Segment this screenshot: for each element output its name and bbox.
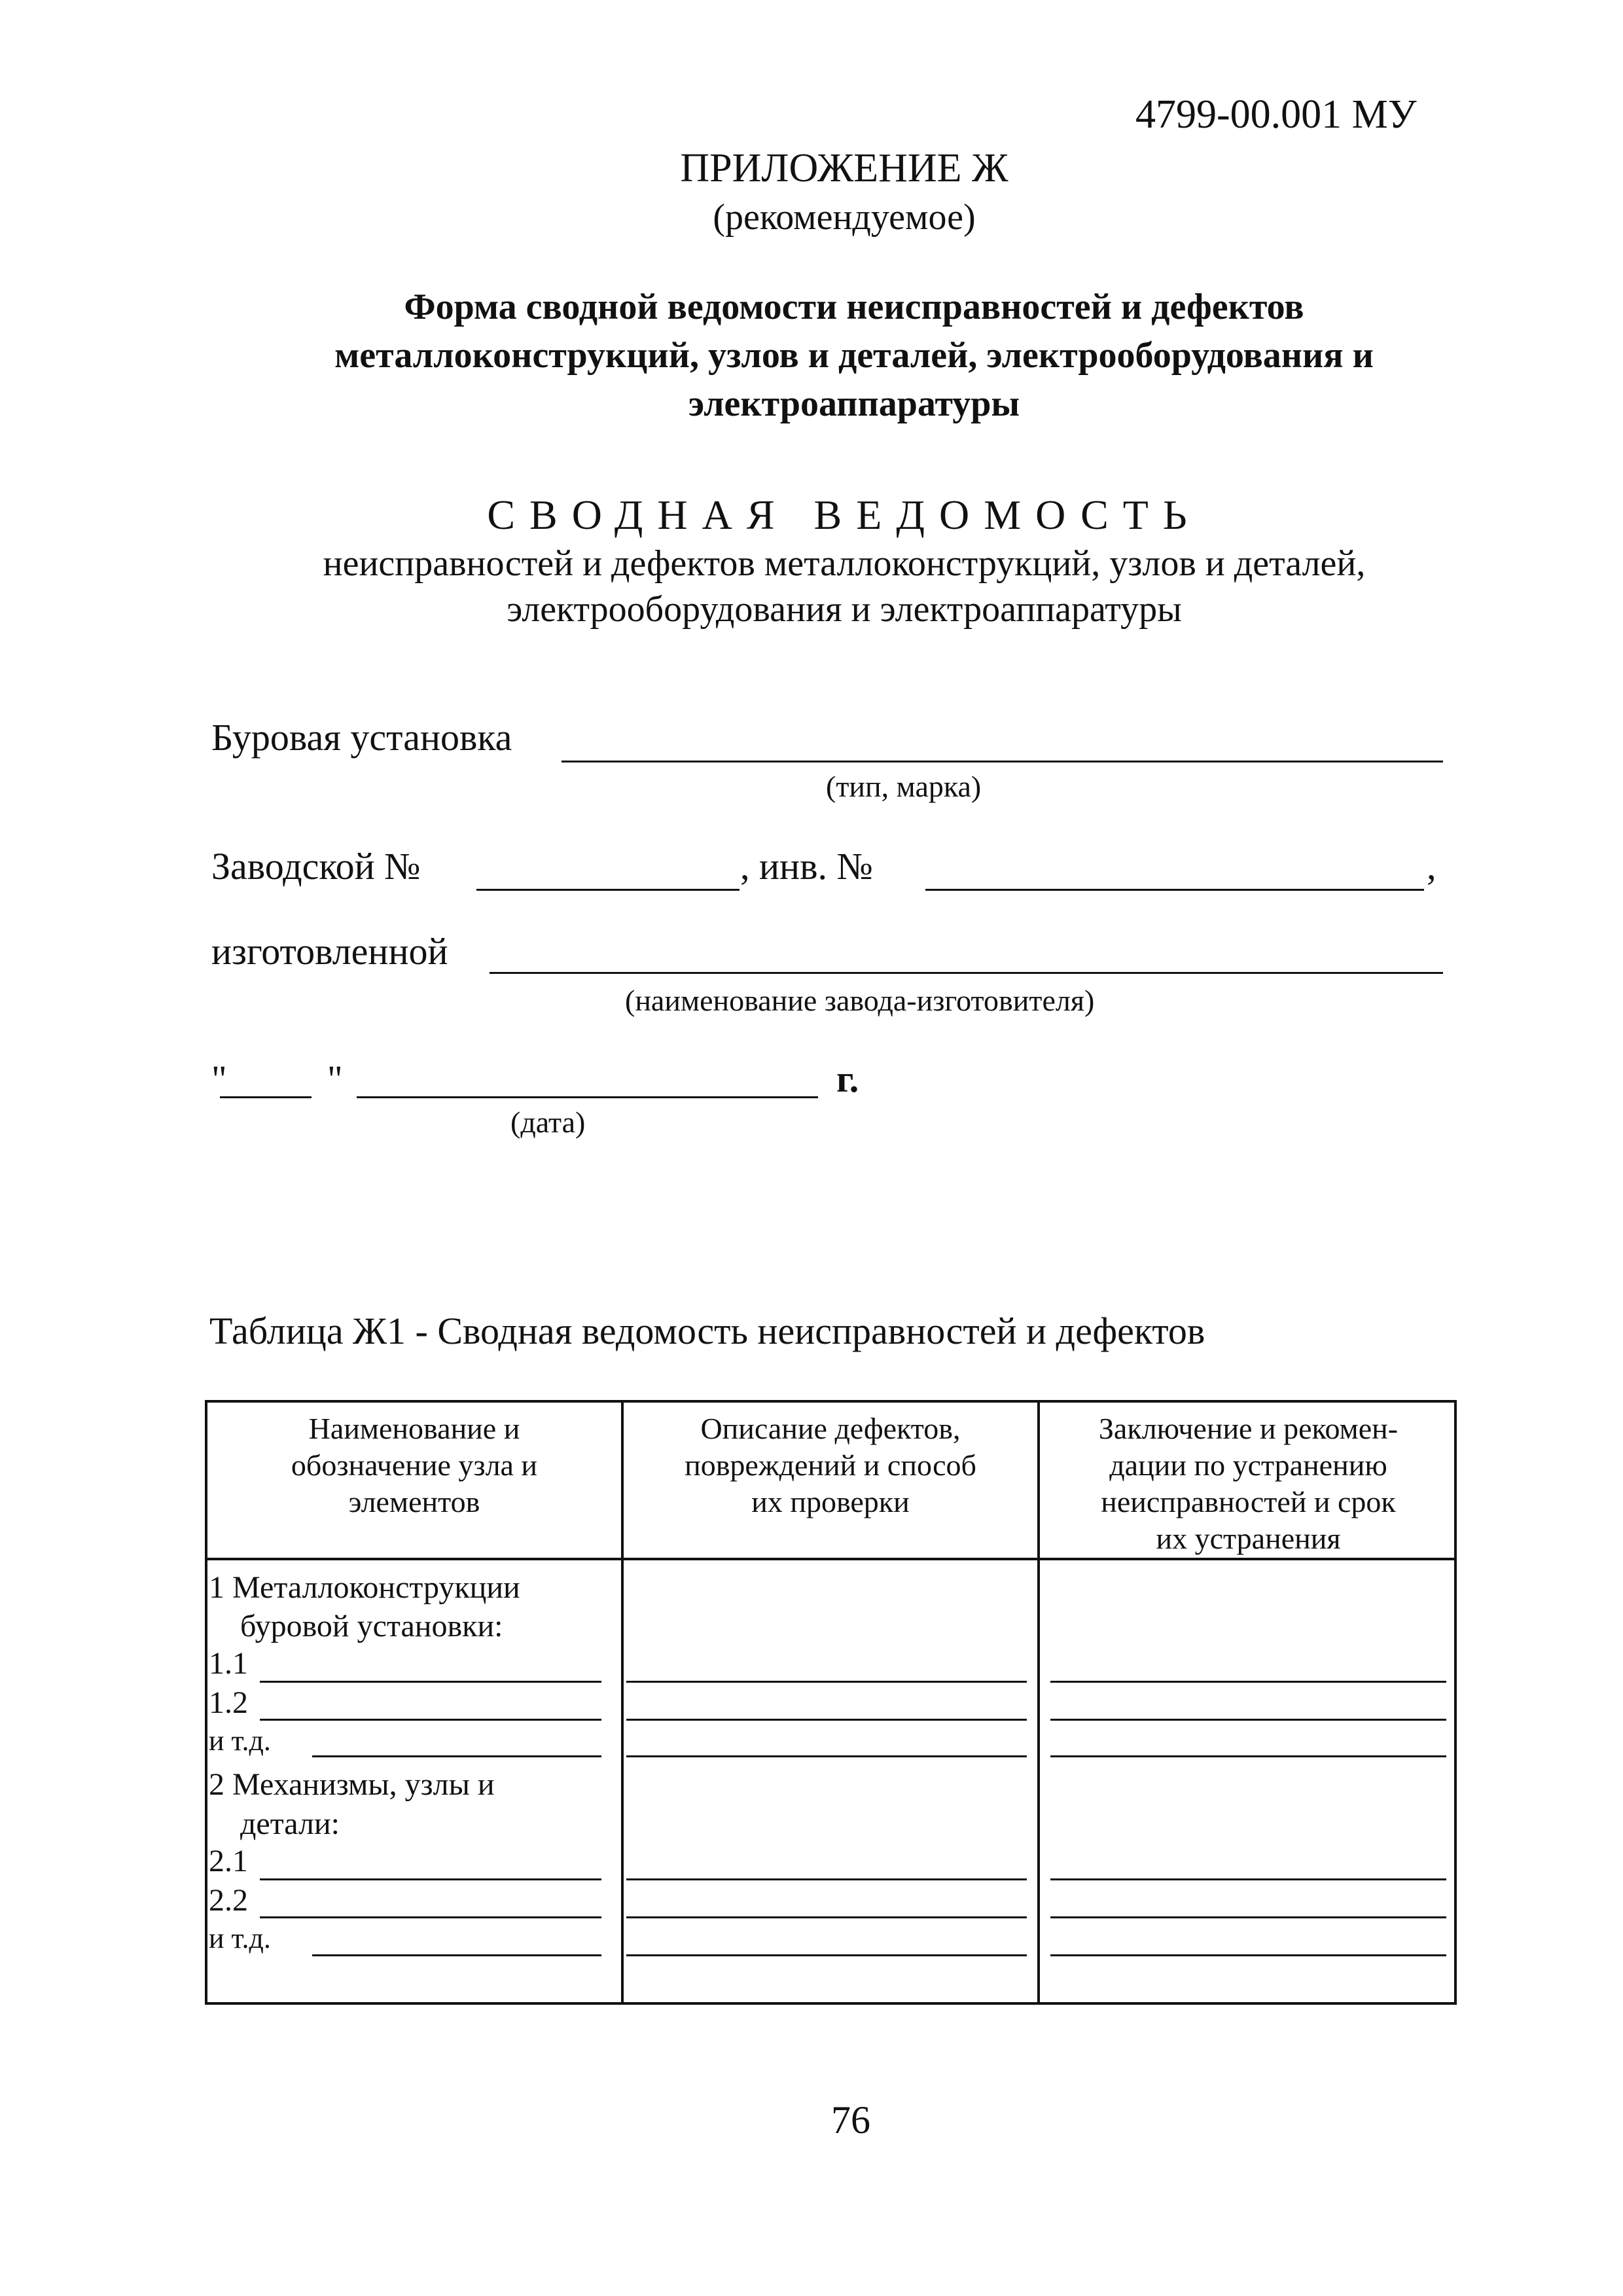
row-name-field[interactable] [312,1954,601,1956]
column-header-line: повреждений и способ [685,1448,976,1482]
annex-status: (рекомендуемое) [713,197,976,238]
row-conclusion-field[interactable] [1050,1954,1446,1956]
row-name-field[interactable] [260,1719,601,1721]
form-title-line: Форма сводной ведомости неисправностей и дефектов [404,287,1304,327]
document-code: 4799-00.001 МУ [1135,92,1417,137]
row-label: и т.д. [209,1725,271,1757]
statement-subtitle-line: электрооборудования и электроаппаратуры [507,589,1182,630]
column-header-line: неисправностей и срок [1101,1485,1396,1518]
row-description-field[interactable] [626,1755,1027,1757]
section-title: буровой установки: [240,1609,503,1643]
form-title [0,283,1623,428]
table-caption: Таблица Ж1 - Сводная ведомость неисправностей и дефектов [209,1310,1205,1352]
row-conclusion-field[interactable] [1050,1878,1446,1880]
date-quote-close: " [327,1058,343,1100]
row-conclusion-field[interactable] [1050,1755,1446,1757]
row-description-field[interactable] [626,1878,1027,1880]
date-year-suffix: г. [836,1058,859,1100]
statement-subtitle-line: неисправностей и дефектов металлоконструкций, узлов и деталей, [323,543,1366,584]
column-header-line: обозначение узла и [291,1448,538,1482]
annex-title: ПРИЛОЖЕНИЕ Ж [680,146,1008,190]
column-header-line: дации по устранению [1109,1448,1387,1482]
column-header-line: их проверки [751,1485,910,1518]
manufacturer-field[interactable] [490,936,1443,974]
column-header-line: Заключение и рекомен- [1098,1412,1399,1445]
row-description-field[interactable] [626,1681,1027,1683]
column-header-line: элементов [348,1485,480,1518]
rig-label: Буровая установка [211,716,512,759]
serial-number-field[interactable] [476,851,740,891]
row-name-field[interactable] [312,1755,601,1757]
row-label: 2.2 [209,1883,248,1918]
row-label: 1.1 [209,1646,248,1681]
manufacturer-hint: (наименование завода-изготовителя) [625,984,1095,1017]
page-number: 76 [831,2098,870,2142]
row-name-field[interactable] [260,1916,601,1918]
inventory-label: , инв. № [740,845,873,888]
serial-label: Заводской № [211,845,421,888]
column-header-conclusion [1040,1410,1457,1557]
header-divider [207,1558,1454,1560]
row-label: и т.д. [209,1922,271,1954]
column-header-line: Наименование и [308,1412,520,1445]
row-description-field[interactable] [626,1719,1027,1721]
form-title-line: металлоконструкций, узлов и деталей, электрооборудования и [334,335,1374,376]
rig-hint: (тип, марка) [826,770,982,803]
statement-title: СВОДНАЯ ВЕДОМОСТЬ [487,492,1202,538]
section-title: 2 Механизмы, узлы и [209,1767,495,1802]
row-conclusion-field[interactable] [1050,1719,1446,1721]
column-header-line: их устранения [1156,1522,1341,1555]
row-conclusion-field[interactable] [1050,1916,1446,1918]
row-description-field[interactable] [626,1916,1027,1918]
date-month-field[interactable] [357,1064,818,1098]
rig-field[interactable] [562,720,1443,762]
date-day-field[interactable] [220,1064,312,1098]
manufactured-label: изготовленной [211,930,448,973]
date-hint: (дата) [510,1105,586,1139]
column-header-line: Описание дефектов, [700,1412,961,1445]
date-quote-open: " [211,1058,227,1100]
row-label: 2.1 [209,1844,248,1878]
row-name-field[interactable] [260,1681,601,1683]
row-name-field[interactable] [260,1878,601,1880]
row-description-field[interactable] [626,1954,1027,1956]
inventory-number-field[interactable] [925,851,1424,891]
defects-table [205,1400,1457,2005]
column-header-description [624,1410,1037,1520]
column-header-name [207,1410,621,1520]
statement-subtitle [0,541,1623,632]
section-title: 1 Металлоконструкции [209,1570,520,1605]
section-title: детали: [240,1806,340,1841]
inventory-comma: , [1427,845,1436,888]
row-label: 1.2 [209,1685,248,1720]
row-conclusion-field[interactable] [1050,1681,1446,1683]
form-title-line: электроаппаратуры [688,384,1020,424]
